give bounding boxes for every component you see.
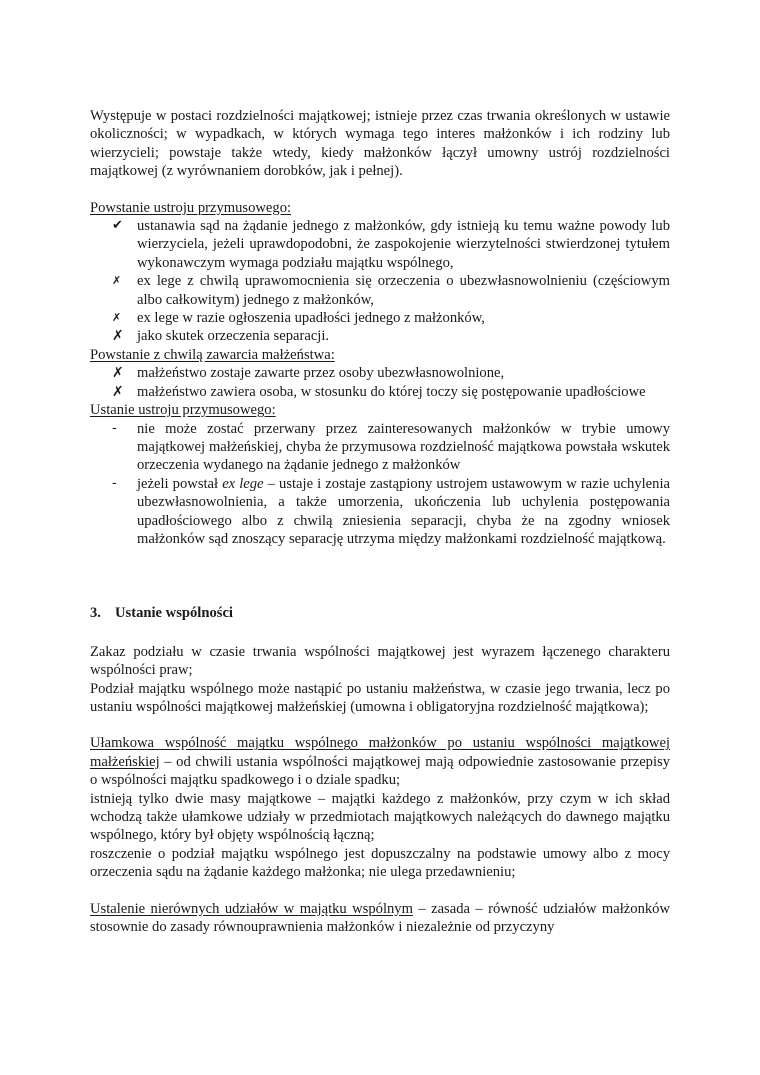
paragraph-text: – zasada – równość udziałów małżonków stosownie do zasady równouprawnienia małżonków i niezależnie od przyczyny bbox=[90, 900, 670, 936]
list-item bbox=[90, 217, 670, 272]
section-heading: Powstanie ustroju przymusowego: bbox=[90, 199, 292, 216]
list-item-text: nie może zostać przerwany przez zainteresowanych małżonków w trybie umowy majątkowej małżeńskiej, chyba że przymusowa rozdzielność majątkowa powstała wskutek orzeczenia wydanego na żądanie jednego z małżonków bbox=[137, 420, 670, 474]
dash-bullet: - bbox=[112, 420, 117, 436]
cross-mark-icon: ✗ bbox=[112, 328, 124, 345]
section-forced-regime-origin bbox=[90, 199, 670, 346]
paragraph: istnieją tylko dwie masy majątkowe – majątki każdego z małżonków, przy czym w ich skład wchodzą także ułamkowe udziały w przedmiotach majątkowych należących do dawnego majątku wspólnego, który był objęty wspólnością łączną; bbox=[90, 790, 670, 844]
underlined-term: Ustalenie nierównych udziałów w majątku wspólnym bbox=[90, 900, 413, 917]
list-item bbox=[90, 364, 670, 382]
list-item bbox=[90, 420, 670, 475]
document-body bbox=[90, 107, 670, 936]
list-item-text: jako skutek orzeczenia separacji. bbox=[137, 328, 330, 345]
section-forced-regime-end bbox=[90, 401, 670, 548]
cross-mark-icon: ✗ bbox=[112, 274, 122, 288]
list-item-text: małżeństwo zawiera osoba, w stosunku do której toczy się postępowanie upadłościowe bbox=[137, 383, 646, 400]
list-item-text: małżeństwo zostaje zawarte przez osoby ubezwłasnowolnione, bbox=[137, 365, 505, 382]
list-item-text: ex lege z chwilą uprawomocnienia się orzeczenia o ubezwłasnowolnieniu (częściowym albo całkowitym) jednego z małżonków, bbox=[137, 273, 670, 308]
list-item bbox=[90, 327, 670, 345]
chapter-title: Ustanie wspólności bbox=[115, 605, 233, 622]
paragraph-text: – od chwili ustania wspólności majątkowej mają odpowiednie zastosowanie przepisy o wspólności majątku spadkowego i o dziale spadku; bbox=[90, 753, 670, 789]
cross-mark-icon: ✗ bbox=[112, 311, 122, 325]
list-item-text: ustanawia sąd na żądanie jednego z małżonków, gdy istnieją ku temu ważne powody lub wierzyciela, jeżeli uprawdopodobni, że zaspokojenie wierzytelności stwierdzonej tytułem wykonawczym wymaga podziału majątku wspólnego, bbox=[137, 218, 670, 271]
section-heading: Ustanie ustroju przymusowego: bbox=[90, 402, 276, 419]
cross-mark-icon: ✗ bbox=[112, 383, 124, 400]
emphasis-text: ex lege bbox=[222, 475, 264, 492]
underlined-term: Ułamkowa wspólność majątku wspólnego małżonków po ustaniu wspólności majątkowej małżeńskiej bbox=[90, 735, 670, 770]
list-item bbox=[90, 309, 670, 327]
list-item-text: ex lege w razie ogłoszenia upadłości jednego z małżonków, bbox=[137, 310, 485, 327]
section-heading: Powstanie z chwilą zawarcia małżeństwa: bbox=[90, 346, 335, 363]
cross-mark-icon: ✗ bbox=[112, 365, 124, 382]
chapter-heading bbox=[90, 604, 670, 622]
check-mark-icon: ✔ bbox=[112, 218, 123, 234]
list-item bbox=[90, 383, 670, 401]
paragraph: Zakaz podziału w czasie trwania wspólności majątkowej jest wyrazem łączenego charakteru wspólności praw; bbox=[90, 643, 670, 679]
paragraph: Podział majątku wspólnego może nastąpić po ustaniu małżeństwa, w czasie jego trwania, lecz po ustaniu wspólności majątkowej małżeńskiej (umowna i obligatoryjna rozdzielność majątkowa); bbox=[90, 680, 670, 715]
list-item-text: jeżeli powstał bbox=[137, 475, 223, 492]
section-marriage-origin bbox=[90, 346, 670, 401]
list-item-text: – ustaje i zostaje zastąpiony ustrojem ustawowym w razie uchylenia ubezwłasnowolnienia, a także umorzenia, ukończenia lub uchylenia postępowania upadłościowego albo z chwilą zniesienia separacji, chyba że na zgodny wniosek małżonków sąd znoszący separację utrzyma między małżonkami rozdzielność majątkową. bbox=[137, 475, 670, 547]
dash-bullet: - bbox=[112, 475, 117, 491]
list-item bbox=[90, 272, 670, 309]
intro-paragraph: Występuje w postaci rozdzielności majątkowej; istnieje przez czas trwania określonych w ustawie okoliczności; w wypadkach, w których wymaga tego interes małżonków i ich rodziny lub wierzycieli; powstaje także wtedy, kiedy małżonków łączył umowny ustrój rozdzielności majątkowej (z wyrównaniem dorobków, jak i pełnej). bbox=[90, 108, 670, 180]
list-item bbox=[90, 475, 670, 549]
paragraph bbox=[90, 900, 670, 937]
paragraph: roszczenie o podział majątku wspólnego jest dopuszczalny na podstawie umowy albo z mocy orzeczenia sądu na żądanie każdego małżonka; nie ulega przedawnieniu; bbox=[90, 845, 670, 881]
chapter-number: 3. bbox=[90, 605, 101, 622]
paragraph bbox=[90, 734, 670, 789]
